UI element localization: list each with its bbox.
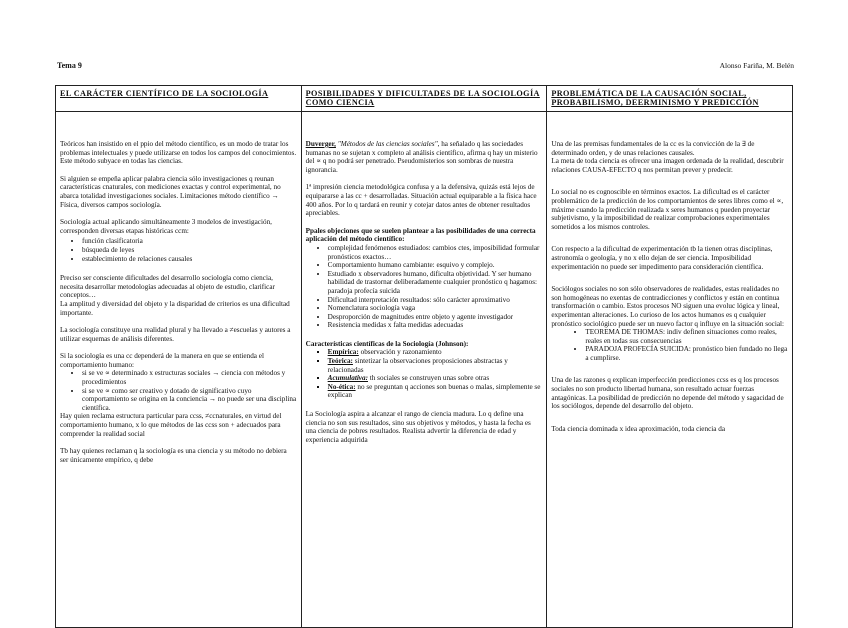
bullet-list [551, 328, 788, 362]
author-name: Alonso Fariña, M. Belén [719, 61, 794, 70]
table-body-row [56, 112, 793, 628]
summary-table [55, 85, 793, 628]
paragraph: Una de las premisas fundamentales de la cc es la convicción de la ∃ de determinado orden, y de unas relaciones causales. [551, 140, 755, 157]
paragraph: 1ª impresión ciencia metodológica confusa y a la defensiva, quizás está lejos de equipararse a las cc + desarrolladas. Situación actual equiparable a la física hace 400 años. Por lo q tardará en reunir y cotejar datos antes de obtener resultados apreciables. [305, 183, 537, 218]
paragraph: La Sociología aspira a alcanzar el rango de ciencia madura. Lo q define una ciencia no son sus resultados, sino sus objetivos y métodos, y hasta la fecha es una ciencia de pobres resultados. Realista advertir la diferencia de edad y experiencia adquirida [305, 410, 531, 444]
list-item: • PARADOJA PROFECÍA SUICIDA: pronóstico bien fundado no llega a cumplirse. [585, 345, 788, 362]
column-2-content [301, 112, 547, 628]
list-item: • complejidad fenómenos estudiados: cambios ctes, imposibilidad formular pronósticos exactos… [328, 244, 543, 261]
table-header-row [56, 86, 793, 112]
bullet-list [306, 244, 543, 330]
list-item: • establecimiento de relaciones causales [82, 255, 297, 264]
definition: sintetizar la observaciones proposiciones abstractas y relacionadas [327, 357, 508, 374]
bullet-list [60, 369, 297, 412]
paragraph: Sociología actual aplicando simultáneamente 3 modelos de investigación, corresponden diversas etapas históricas ccm: [60, 218, 272, 235]
paragraph: Teóricos han insistido en el ppio del método científico, es un modo de tratar los problemas intelectuales y puede utilizarse en todos los campos del conocimientos. Este método subyace en todas las ciencias. [60, 140, 297, 166]
list-item: • si se ve ∝ determinado x estructuras sociales → ciencia con métodos y procedimientos [82, 369, 297, 386]
definition: observación y razonamiento [358, 348, 442, 357]
list-item [328, 357, 543, 374]
definition: th sociales se construyen unas sobre otras [368, 374, 490, 383]
list-item: • Desproporción de magnitudes entre objeto y agente investigador [328, 313, 543, 322]
paragraph: Tb hay quienes reclaman q la sociología es una ciencia y su método no debiera ser únicamente empírico, q debe [60, 447, 287, 464]
list-item: • TEOREMA DE THOMAS: indiv definen situaciones como reales, reales en todas sus consecuencias [585, 328, 788, 345]
paragraph: La sociología constituye una realidad plural y ha llevado a ≠escuelas y autores a utilizar esquemas de análisis diferentes. [60, 326, 291, 343]
column-1-content [56, 112, 302, 628]
list-item: • si se ve ∝ como ser creativo y dotado de significativo cuyo comportamiento se origina en la conciencia → no puede ser una disciplina científica. [82, 387, 297, 413]
column-title-2: POSIBILIDADES Y DIFICULTADES DE LA SOCIOLOGÍA COMO CIENCIA [301, 86, 547, 112]
paragraph [306, 140, 543, 174]
paragraph: Toda ciencia dominada x idea aproximación, toda ciencia da [551, 424, 726, 433]
paragraph: Características científicas de la Sociología (Johnson): [305, 339, 469, 348]
paragraph: Si alguien se empeña aplicar palabra ciencia sólo investigaciones q reunan características cnaturales, con mediciones exactas y control experimental, no abarca totalidad investigaciones sociales. Limitaciones método científico → Física, diversos campos sociología. [60, 174, 281, 209]
list-item: • Dificultad interpretación resultados: sólo carácter aproximativo [328, 296, 543, 305]
list-item: • Estudiado x observadores humano, dificulta objetividad. Y ser humano habilidad de trastornar deliberadamente cualquier pronóstico q hagamos: paradoja profecía suicida [328, 270, 543, 296]
author-ref: Duverger, [305, 140, 336, 148]
column-3-content [547, 112, 793, 628]
list-item: • función clasificatoria [82, 237, 297, 246]
paragraph: Ppales objeciones que se suelen plantear a las posibilidades de una correcta aplicación del método científico: [305, 226, 536, 244]
list-item: • búsqueda de leyes [82, 246, 297, 255]
paragraph: La amplitud y diversidad del objeto y la disparidad de criterios es una dificultad importante. [60, 299, 290, 317]
bullet-list [306, 348, 543, 400]
topic-label: Tema 9 [57, 61, 82, 70]
definition: no se preguntan q acciones son buenas o malas, simplemente se explican [327, 382, 541, 400]
paragraph: Hay quien reclama estructura particular para ccss, ≠ccnaturales, en virtud del comportamiento humano, x lo que métodos de las ccss son + adecuados para comprender la realidad social [60, 412, 282, 438]
book-title: "Métodos de las ciencias sociales" [337, 140, 438, 148]
term: Teórica: [327, 357, 353, 366]
paragraph: Lo social no es cognoscible en términos exactos. La dificultad es el carácter problemático de la predicción de los comportamientos de seres libres como el ∝, máxime cuando la predicción realizada x seres humanos q pueden proyectar subjetivismo, y la imposibilidad de realizar comprobaciones experimentales sometidos a los mismos controles. [551, 188, 784, 231]
paragraph: Sociólogos sociales no son sólo observadores de realidades, estas realidades no son homogéneas no exentas de contradicciones y conflictos y están en continua transformación o cambio. Estos procesos NO siguen una evoluc lógica y lineal, experimentan alteraciones. Lo curioso de los actos humanos es q cualquier pronóstico sociológico puede ser un nuevo factor q influye en la situación social: [551, 285, 785, 328]
paragraph: Preciso ser consciente dificultades del desarrollo sociología como ciencia, necesita desarrollar metodologías adecuadas al objeto de estudio, clarificar conceptos… [60, 274, 275, 300]
list-item: • Resistencia medidas x falta medidas adecuadas [328, 321, 543, 330]
paragraph: Si la sociología es una cc dependerá de la manera en que se entienda el comportamiento humano: [60, 352, 264, 369]
term: Acumulativa: [327, 374, 368, 383]
term: Empírica: [327, 348, 359, 357]
bullet-list [60, 237, 297, 263]
list-item [328, 383, 543, 400]
paragraph: Una de las razones q explican imperfección predicciones ccss es q los procesos sociales no son producto libertad humana, son resultado actuar fuerzas antagónicas. La posibilidad de predicción no depende del método y sagacidad de los sociólogos, depende del desarrollo del objeto. [551, 376, 784, 411]
paragraph: La meta de toda ciencia es ofrecer una imagen ordenada de la realidad, descubrir relaciones CAUSA-EFECTO q nos permitan prever y predecir. [551, 157, 784, 174]
term: No-ética: [327, 382, 356, 391]
list-item: • Nomenclatura sociología vaga [328, 304, 543, 313]
column-title-3: PROBLEMÁTICA DE LA CAUSACIÓN SOCIAL, PROBABILISMO, DEERMINISMO Y PREDICCIÓN [547, 86, 793, 112]
list-item [328, 348, 543, 357]
list-item [328, 374, 543, 383]
paragraph: Con respecto a la dificultad de experimentación tb la tienen otras disciplinas, astronomía o geología, y no x ello dejan de ser ciencia. Imposibilidad experimentación no puede ser impedimento para consideración científica. [551, 245, 773, 271]
list-item: • Comportamiento humano cambiante: esquivo y complejo. [328, 261, 543, 270]
column-title-1: EL CARÁCTER CIENTÍFICO DE LA SOCIOLOGÍA [56, 86, 302, 112]
paragraph-text: , ha señalado q las sociedades humanas no se sujetan x completo al análisis científico, afirma q hay un misterio del ∝ q no podrá ser penetrado. Pseudomisterios son sombras de nuestra ignorancia. [305, 140, 538, 174]
